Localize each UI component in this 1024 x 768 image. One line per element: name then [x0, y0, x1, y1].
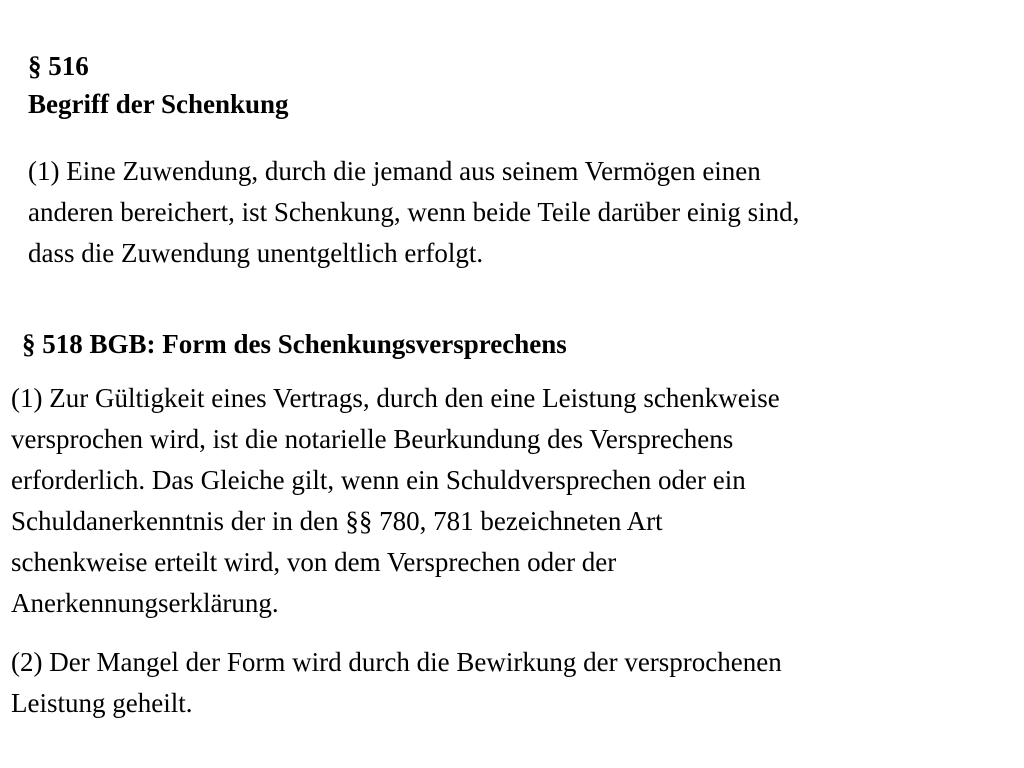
- section-516-title: Begriff der Schenkung: [28, 89, 289, 119]
- section-518-heading: § 518 BGB: Form des Schenkungsversprechens: [22, 329, 567, 359]
- text-line: Schuldanerkenntnis der in den §§ 780, 781 bezeichneten Art: [11, 506, 663, 536]
- text-line: (1) Eine Zuwendung, durch die jemand aus seinem Vermögen einen: [28, 156, 761, 186]
- section-518-paragraph-1: [11, 378, 1011, 624]
- text-line: erforderlich. Das Gleiche gilt, wenn ein Schuldversprechen oder ein: [11, 465, 746, 495]
- section-518-paragraph-2: [11, 642, 1011, 724]
- text-line: Leistung geheilt.: [11, 688, 193, 718]
- text-line: dass die Zuwendung unentgeltlich erfolgt.: [28, 238, 484, 268]
- text-line: versprochen wird, ist die notarielle Beurkundung des Versprechens: [11, 424, 734, 454]
- section-516-number: § 516: [28, 51, 89, 81]
- text-line: anderen bereichert, ist Schenkung, wenn beide Teile darüber einig sind,: [28, 197, 800, 227]
- text-line: (1) Zur Gültigkeit eines Vertrags, durch den eine Leistung schenkweise: [11, 383, 780, 413]
- text-line: (2) Der Mangel der Form wird durch die Bewirkung der versprochenen: [11, 647, 782, 677]
- text-line: Anerkennungserklärung.: [11, 588, 279, 618]
- text-line: schenkweise erteilt wird, von dem Versprechen oder der: [11, 547, 617, 577]
- section-516-paragraph-1: [28, 151, 1018, 274]
